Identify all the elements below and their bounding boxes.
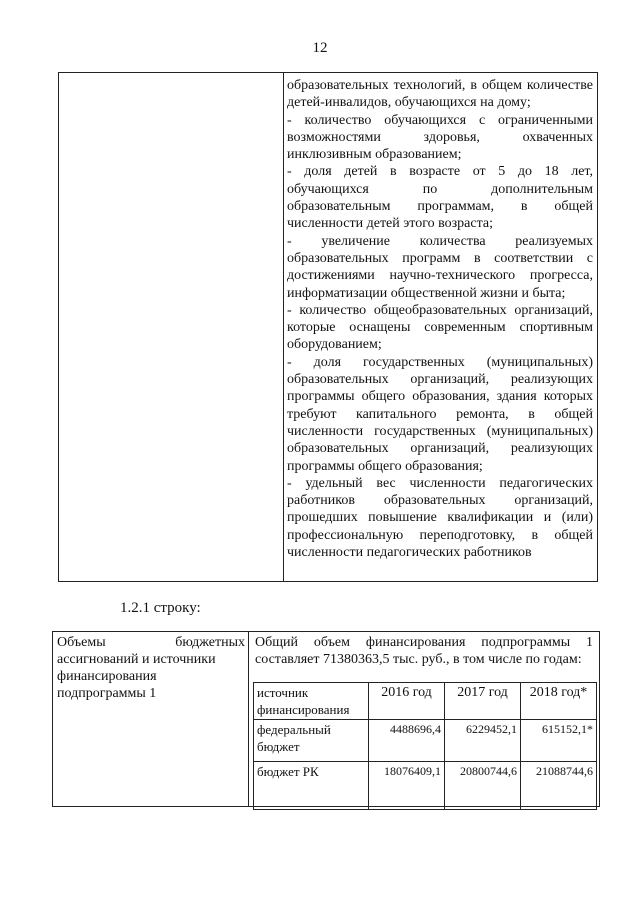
header-2016: 2016 год xyxy=(369,683,445,720)
indicator-item: - увеличение количества реализуемых образовательных программ в соответствии с достижениями научно-технического прогресса, информатизации общественной жизни и быта; xyxy=(287,233,593,301)
funding-table-right-cell xyxy=(249,632,599,806)
table-row xyxy=(254,762,597,810)
funding-label-rest: ассигнований и источники финансирования подпрограммы 1 xyxy=(57,652,216,701)
row-value-2018: 21088744,6 xyxy=(521,762,597,810)
indicator-item: образовательных технологий, в общем количестве детей-инвалидов, обучающихся на дому; xyxy=(287,78,593,111)
indicators-table-right-cell xyxy=(287,77,593,561)
funding-table-left-cell xyxy=(53,632,249,806)
funding-label-word-1: Объемы xyxy=(57,635,106,650)
row-source: федеральный бюджет xyxy=(254,720,369,762)
header-source: источник финансирования xyxy=(254,683,369,720)
row-value-2018: 615152,1* xyxy=(521,720,597,762)
page-number: 12 xyxy=(312,40,328,56)
row-value-2017: 20800744,6 xyxy=(445,762,521,810)
indicator-item: - доля детей в возрасте от 5 до 18 лет, обучающихся по дополнительным образовательным программам, в общей численности детей этого возраста; xyxy=(287,164,593,232)
header-2018: 2018 год* xyxy=(521,683,597,720)
row-value-2016: 18076409,1 xyxy=(369,762,445,810)
indicator-item: - количество общеобразовательных организаций, которые оснащены современным спортивным оборудованием; xyxy=(287,302,593,353)
funding-label-word-2: бюджетных xyxy=(175,635,245,650)
indicators-table-left-cell xyxy=(59,73,284,581)
indicators-table xyxy=(58,72,598,582)
table-header-row xyxy=(254,683,597,720)
funding-intro-text: Общий объем финансирования подпрограммы 1 составляет 71380363,5 тыс. руб., в том числе по годам: xyxy=(255,635,593,667)
funding-table xyxy=(52,631,600,807)
row-value-2016: 4488696,4 xyxy=(369,720,445,762)
header-2017: 2017 год xyxy=(445,683,521,720)
indicator-item: - доля государственных (муниципальных) образовательных организаций, реализующих программы общего образования, здания которых требуют капитального ремонта, в общей численности государственных (муниципальных) образовательных организаций, реализующих программы общего образования; xyxy=(287,354,593,474)
table-row xyxy=(254,720,597,762)
indicator-item: - количество обучающихся с ограниченными возможностями здоровья, охваченных инклюзивным образованием; xyxy=(287,112,593,163)
funding-by-year-table xyxy=(253,682,597,810)
indicator-item: - удельный вес численности педагогических работников образовательных организаций, прошедших повышение квалификации и (или) профессиональную переподготовку, в общей численности педагогических работников xyxy=(287,475,593,561)
row-value-2017: 6229452,1 xyxy=(445,720,521,762)
row-source: бюджет РК xyxy=(254,762,369,810)
section-label: 1.2.1 строку: xyxy=(120,600,201,616)
